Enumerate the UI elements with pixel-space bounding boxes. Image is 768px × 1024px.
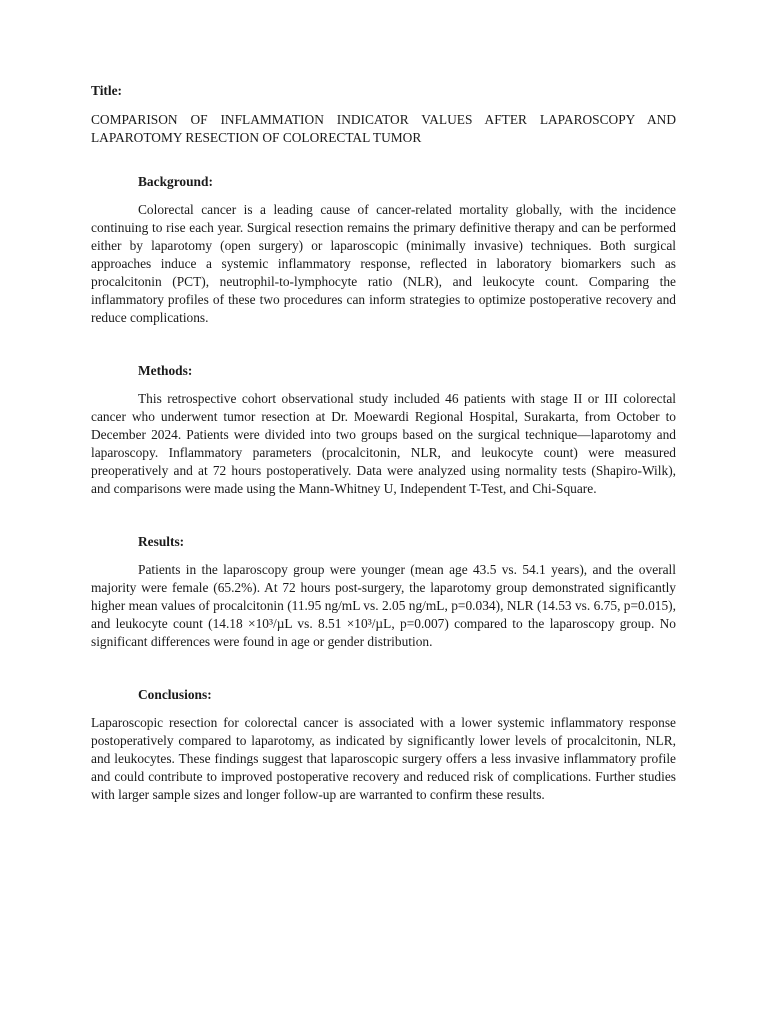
title-label: Title: <box>91 83 122 98</box>
section-results <box>91 533 676 651</box>
section-heading-background: Background: <box>138 174 213 189</box>
document-title: COMPARISON OF INFLAMMATION INDICATOR VALUES AFTER LAPAROSCOPY AND LAPAROTOMY RESECTION OF COLORECTAL TUMOR <box>91 112 676 145</box>
section-text-results: Patients in the laparoscopy group were younger (mean age 43.5 vs. 54.1 years), and the overall majority were female (65.2%). At 72 hours post-surgery, the laparotomy group demonstrated significantly higher mean values of procalcitonin (11.95 ng/mL vs. 2.05 ng/mL, p=0.034), NLR (14.53 vs. 6.75, p=0.015), and leukocyte count (14.18 ×10³/µL vs. 8.51 ×10³/µL, p=0.007) compared to the laparoscopy group. No significant differences were found in age or gender distribution. <box>91 562 676 649</box>
section-text-methods: This retrospective cohort observational study included 46 patients with stage II or III colorectal cancer who underwent tumor resection at Dr. Moewardi Regional Hospital, Surakarta, from October to December 2024. Patients were divided into two groups based on the surgical technique—laparotomy and laparoscopy. Inflammatory parameters (procalcitonin, NLR, and leukocyte count) were measured preoperatively and at 72 hours postoperatively. Data were analyzed using normality tests (Shapiro-Wilk), and comparisons were made using the Mann-Whitney U, Independent T-Test, and Chi-Square. <box>91 391 676 496</box>
section-methods <box>91 362 676 498</box>
section-heading-conclusions: Conclusions: <box>138 687 212 702</box>
section-background <box>91 173 676 327</box>
section-heading-methods: Methods: <box>138 363 193 378</box>
section-conclusions <box>91 686 676 804</box>
section-text-background: Colorectal cancer is a leading cause of cancer-related mortality globally, with the incidence continuing to rise each year. Surgical resection remains the primary definitive therapy and can be performed either by laparotomy (open surgery) or laparoscopic (minimally invasive) techniques. Both surgical approaches induce a systemic inflammatory response, reflected in laboratory biomarkers such as procalcitonin (PCT), neutrophil-to-lymphocyte ratio (NLR), and leukocyte count. Comparing the inflammatory profiles of these two procedures can inform strategies to optimize postoperative recovery and reduce complications. <box>91 202 676 325</box>
document-page <box>91 82 676 804</box>
section-heading-results: Results: <box>138 534 185 549</box>
section-text-conclusions: Laparoscopic resection for colorectal cancer is associated with a lower systemic inflammatory response postoperatively compared to laparotomy, as indicated by significantly lower levels of procalcitonin, NLR, and leukocytes. These findings suggest that laparoscopic surgery offers a less invasive inflammatory profile and could contribute to improved postoperative recovery and reduced risk of complications. Further studies with larger sample sizes and longer follow-up are warranted to confirm these results. <box>91 715 676 802</box>
